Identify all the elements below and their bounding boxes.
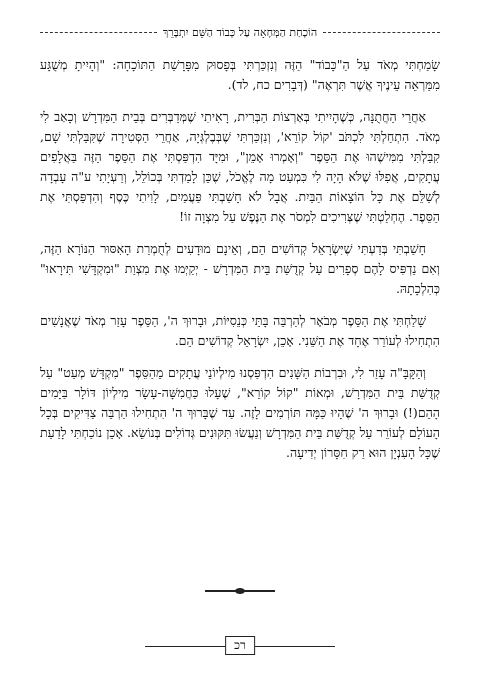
paragraph-3: חָשַׁבְתִּי בְּדַעְתִּי שֶׁיִּשְׂרָאֵל קְדוֹשִׁים הֵם, וְאֵינָם מוּדָעִים לְחֻמְרַת הָאִסּוּר הַנּוֹרָא הַזֶּה, וְאִם נַדְפִּיס לָהֶם סְפָרִים עַל קְדֻשַּׁת בֵּית הַמִּדְרָשׁ - יְקַיְּמוּ אֶת מִצְוַת "וּמִקְדָּשִׁי תִּירָאוּ" כְּהִלְכָתָהּ. [40,241,440,296]
paragraph-4: שָׁלַחְתִּי אֶת הַסֵּפֶר מְבֹאָר לְהַרְבֵּה בָּתֵּי כְּנֵסִיּוֹת, וּבָרוּךְ ה', הַסֵּפֶר עָזַר מְאֹד שֶׁאֲנָשִׁים הִתְחִילוּ לְעוֹרֵר אֶחָד אֶת הַשֵּׁנִי. אָכֵן, יִשְׂרָאֵל קְדוֹשִׁים הֵם. [40,313,440,348]
running-header [40,26,440,39]
paragraph-1: שָׂמַחְתִּי מְאֹד עַל הַ"כָּבוֹד" הַזֶּה וְנִזְכַּרְתִּי בְּפָסוּק מִפָּרָשַׁת הַתּוֹכָחָה: "וְהָיִיתָ מְשֻׁגָּע מִמַּרְאֵה עֵינֶיךָ אֲשֶׁר תִּרְאֶה" (דְּבָרִים כח, לד). [40,57,440,92]
paragraph-5: וְהַקָּבָּ"ה עָזַר לִי, וּבִרְבוֹת הַשָּׁנִים הִדְפַּסְנוּ מִילְיוֹנֵי עֲתָקִים מֵהַסֵּפֶר "מִקְדָּשׁ מְעַט" עַל קְדֻשַּׁת בֵּית הַמִּדְרָשׁ, וּמְאוֹת "קוֹל קוֹרֵא", שֶׁעָלוּ כַּחֲמִשָּׁה-עָשָׂר מִילְיוֹן דּוֹלָר בַּיָּמִים הָהֵם(!) וּבָרוּךְ ה' שֶׁהָיוּ כַּמָּה תּוֹרְמִים לָזֶה. עַד שֶׁבָּרוּךְ ה' הִתְחִילוּ הַרְבֵּה צַדִּיקִים בְּכָל הָעוֹלָם לְעוֹרֵר עַל קְדֻשַּׁת בֵּית הַמִּדְרָשׁ וְנַעֲשׂוּ תִּקּוּנִים גְּדוֹלִים בְּנוֹשֵׂא. אָכֵן נוֹכַחְתִּי לָדַעַת שֶׁכָּל הָעִנְיָן הוּא רַק חִסָּרוֹן יְדִיעָה. [40,365,440,460]
body-text [40,55,440,475]
paragraph-2: אַחֲרֵי הַחֲתֻנָּה, כְּשֶׁהָיִיתִי בְּאַרְצוֹת הַבְּרִית, רָאִיתִי שֶׁמְּדַבְּרִים בְּבֵית הַמִּדְרָשׁ וְכָאַב לִי מְאֹד. הִתְחַלְתִּי לִכְתֹּב 'קוֹל קוֹרֵא', וְנִזְכַּרְתִּי שֶׁבְּבֶלְגְּיָה, אַחֲרֵי הַסְּטִירָה שֶׁקִּבַּלְתִּי שָׁם, קִבַּלְתִּי מִמִּישֶׁהוּ אֶת הַסֵּפֶר "וְאָמְרוּ אָמֵן", וּמִיָּד הִדְפַּסְתִּי אֶת הַסֵּפֶר הַזֶּה בַּאֲלָפִים עֲתָקִים, אֲפִלּוּ שֶׁלֹּא הָיָה לִי כִּמְעַט מָה לֶאֱכֹל, שֶׁכֵּן לָמַדְתִּי בְּכוֹלֵל, וְרַעְיָתִי ע"ה עָבְדָה לְשַׁלֵּם אֶת כָּל הוֹצָאוֹת הַבַּיִת. אֲבָל לֹא חָשַׁבְתִּי פַּעֲמַיִם, לָוִיתִי כֶּסֶף וְהִדְפַּסְתִּי אֶת הַסֵּפֶר. הֶחְלַטְתִּי שֶׁצְּרִיכִים לִמְסֹר אֶת הַנֶּפֶשׁ עַל מִצְוָה זוֹ! [40,109,440,224]
page-number: רכ [225,636,255,655]
running-header-title: הוֹכָחַת הַמְּחָאָה עַל כְּבוֹד הַשֵּׁם יִתְבָּרֵךְ [162,26,318,39]
section-end-ornament [205,590,275,592]
header-rule-left [40,32,157,33]
header-rule-right [323,32,440,33]
